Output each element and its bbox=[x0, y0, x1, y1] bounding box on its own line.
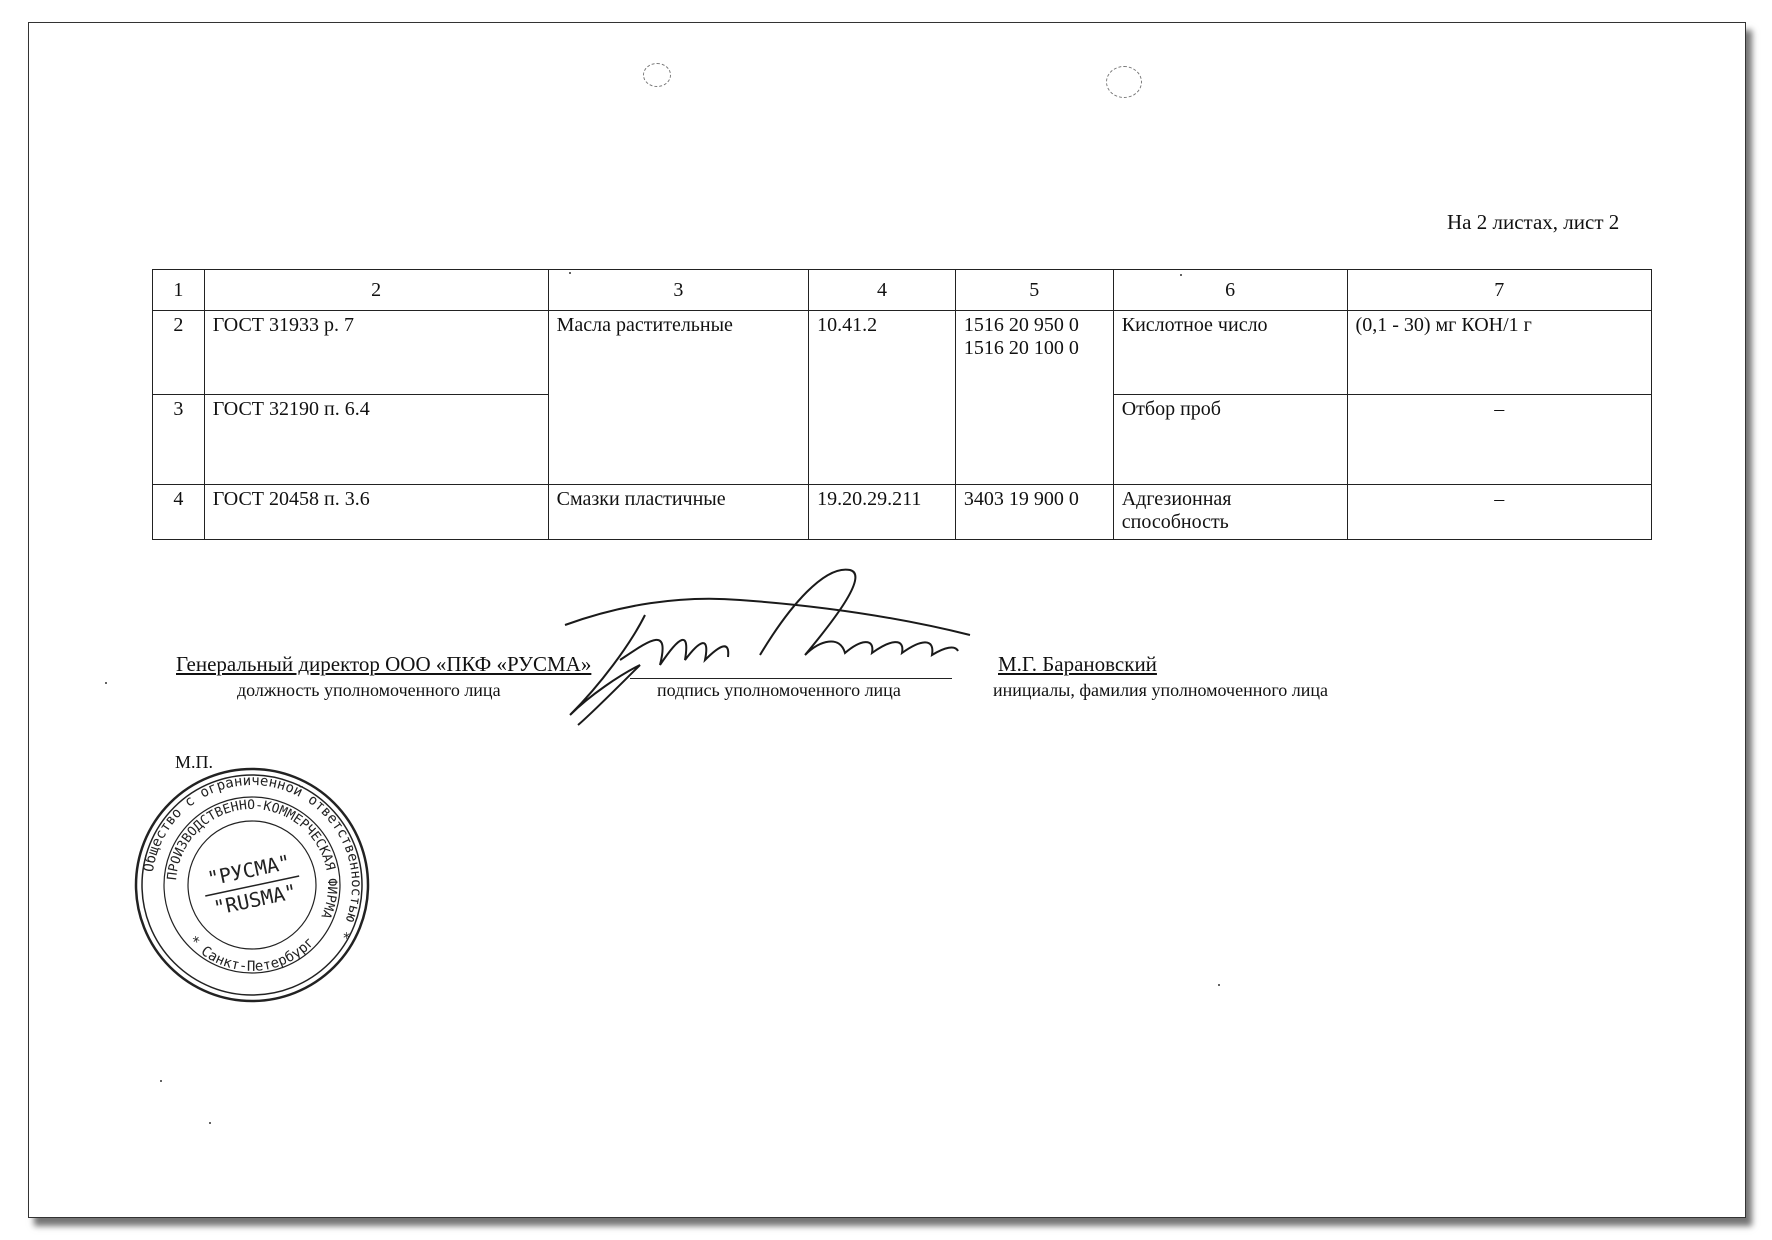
accreditation-table bbox=[152, 269, 1652, 540]
measurement-range: (0,1 - 30) мг КОН/1 г bbox=[1347, 311, 1651, 395]
svg-text:* Санкт-Петербург: * Санкт-Петербург bbox=[185, 933, 318, 975]
okpd-code: 10.41.2 bbox=[809, 311, 956, 485]
signature-caption: подпись уполномоченного лица bbox=[657, 680, 901, 700]
company-seal bbox=[132, 765, 372, 1005]
col-header-6: 6 bbox=[1113, 270, 1347, 311]
col-header-1: 1 bbox=[153, 270, 205, 311]
svg-text:"РУСМА": "РУСМА" bbox=[205, 849, 293, 891]
scan-speck bbox=[209, 1122, 211, 1124]
handwritten-signature bbox=[560, 565, 980, 735]
seal-label: М.П. bbox=[175, 752, 214, 772]
row-number: 3 bbox=[153, 395, 205, 485]
svg-text:Общество с ограниченной ответс: Общество с ограниченной ответственностью * bbox=[140, 772, 365, 942]
scan-speck bbox=[569, 272, 571, 274]
col-header-5: 5 bbox=[955, 270, 1113, 311]
parameter-name: Кислотное число bbox=[1113, 311, 1347, 395]
standard-ref: ГОСТ 31933 р. 7 bbox=[204, 311, 548, 395]
signatory-position: Генеральный директор ООО «ПКФ «РУСМА» bbox=[176, 652, 592, 676]
measurement-range: – bbox=[1347, 485, 1651, 540]
position-caption: должность уполномоченного лица bbox=[237, 680, 501, 700]
col-header-3: 3 bbox=[548, 270, 809, 311]
row-number: 4 bbox=[153, 485, 205, 540]
product-name: Смазки пластичные bbox=[548, 485, 809, 540]
table-row bbox=[153, 311, 1652, 395]
scan-speck bbox=[1180, 274, 1182, 276]
punch-hole-right bbox=[1106, 66, 1142, 98]
sheet-number: На 2 листах, лист 2 bbox=[1447, 210, 1620, 234]
svg-text:"RUSMA": "RUSMA" bbox=[211, 879, 299, 921]
standard-ref: ГОСТ 20458 п. 3.6 bbox=[204, 485, 548, 540]
scan-speck bbox=[105, 682, 107, 684]
tnved-code: 1516 20 950 0 bbox=[963, 314, 1079, 336]
table-row bbox=[153, 485, 1652, 540]
scan-speck bbox=[1218, 984, 1220, 986]
col-header-7: 7 bbox=[1347, 270, 1651, 311]
col-header-2: 2 bbox=[204, 270, 548, 311]
parameter-name: Адгезионная способность bbox=[1113, 485, 1347, 540]
measurement-range: – bbox=[1347, 395, 1651, 485]
standard-ref: ГОСТ 32190 п. 6.4 bbox=[204, 395, 548, 485]
col-header-4: 4 bbox=[809, 270, 956, 311]
signatory-name: М.Г. Барановский bbox=[998, 652, 1157, 676]
scan-speck bbox=[160, 1080, 162, 1082]
product-name: Масла растительные bbox=[548, 311, 809, 485]
name-caption: инициалы, фамилия уполномоченного лица bbox=[993, 680, 1329, 700]
tnved-codes bbox=[955, 311, 1113, 485]
table-header-row bbox=[153, 270, 1652, 311]
parameter-name: Отбор проб bbox=[1113, 395, 1347, 485]
tnved-code: 3403 19 900 0 bbox=[955, 485, 1113, 540]
okpd-code: 19.20.29.211 bbox=[809, 485, 956, 540]
tnved-code: 1516 20 100 0 bbox=[963, 337, 1079, 359]
punch-hole-left bbox=[643, 63, 671, 87]
row-number: 2 bbox=[153, 311, 205, 395]
svg-text:ПРОИЗВОДСТВЕННО-КОММЕРЧЕСКАЯ Ф: ПРОИЗВОДСТВЕННО-КОММЕРЧЕСКАЯ ФИРМА bbox=[165, 797, 340, 921]
